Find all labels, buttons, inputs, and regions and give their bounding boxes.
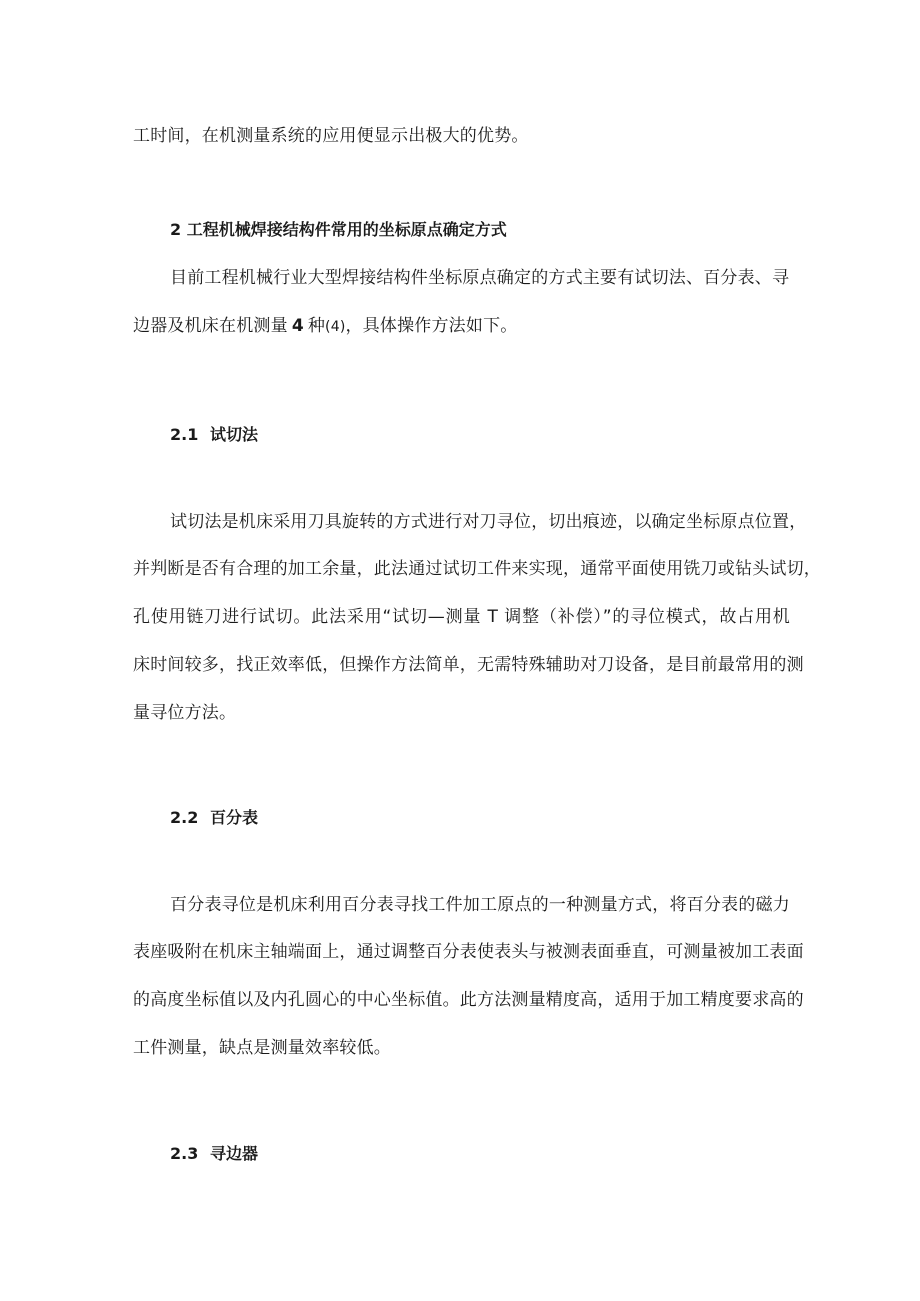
section-2-para-text-e: ，具体操作方法如下。 — [345, 316, 518, 336]
section-2-2-line-4: 工件测量，缺点是测量效率较低。 — [133, 1038, 391, 1058]
section-2-1-number: 2.1 — [170, 425, 199, 444]
section-2-2-number: 2.2 — [170, 808, 199, 827]
section-2-2-title: 百分表 — [210, 808, 259, 827]
section-2-1-line-1: 试切法是机床采用刀具旋转的方式进行对刀寻位，切出痕迹，以确定坐标原点位置， — [170, 512, 807, 532]
section-2-3-heading — [170, 1142, 258, 1166]
section-2-1-line-3: 孔使用链刀进行试切。此法采用“试切—测量 T 调整（补偿）”的寻位模式，故占用机 — [133, 607, 790, 627]
section-2-2-heading — [170, 806, 258, 830]
section-2-3-number: 2.3 — [170, 1144, 199, 1163]
section-2-citation: (4) — [325, 319, 346, 335]
section-2-3-title: 寻边器 — [210, 1144, 259, 1163]
section-2-count: 4 — [291, 316, 304, 336]
intro-line: 工时间，在机测量系统的应用便显示出极大的优势。 — [133, 126, 529, 146]
section-2-1-line-2: 并判断是否有合理的加工余量，此法通过试切工件来实现，通常平面使用铣刀或钻头试切， — [133, 559, 821, 579]
section-2-1-line-4: 床时间较多，找正效率低，但操作方法简单，无需特殊辅助对刀设备，是目前最常用的测 — [133, 655, 804, 675]
section-2-para-line-1: 目前工程机械行业大型焊接结构件坐标原点确定的方式主要有试切法、百分表、寻 — [170, 268, 790, 288]
section-2-1-heading — [170, 423, 258, 447]
section-2-2-line-3: 的高度坐标值以及内孔圆心的中心坐标值。此方法测量精度高，适用于加工精度要求高的 — [133, 990, 804, 1010]
section-2-para-text-c: 种 — [307, 316, 326, 336]
section-2-1-title: 试切法 — [210, 425, 259, 444]
section-2-2-line-1: 百分表寻位是机床利用百分表寻找工件加工原点的一种测量方式，将百分表的磁力 — [170, 895, 790, 915]
section-2-para-text-a: 边器及机床在机测量 — [133, 316, 288, 336]
section-2-para-line-2 — [133, 314, 517, 339]
section-2-1-line-5: 量寻位方法。 — [133, 703, 237, 723]
section-2-title: 2 工程机械焊接结构件常用的坐标原点确定方式 — [170, 220, 507, 239]
section-2-2-line-2: 表座吸附在机床主轴端面上，通过调整百分表使表头与被测表面垂直，可测量被加工表面 — [133, 942, 804, 962]
